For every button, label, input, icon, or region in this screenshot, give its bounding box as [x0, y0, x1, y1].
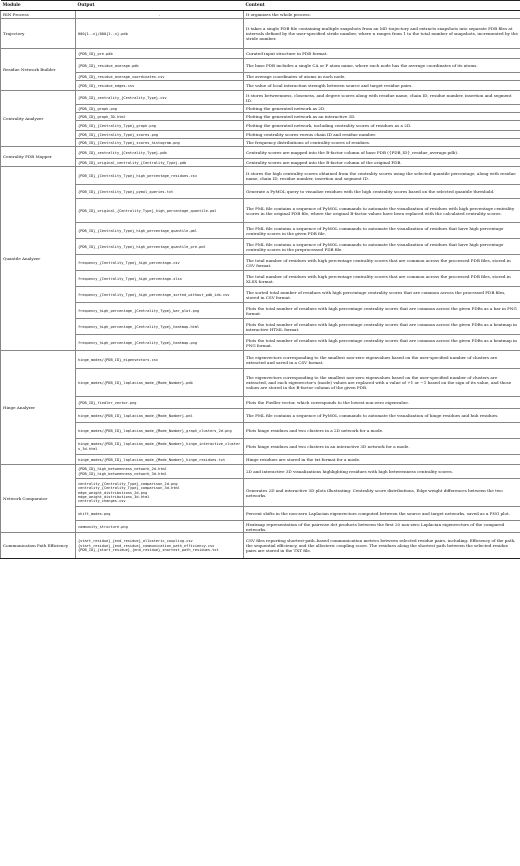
output-cell — [76, 533, 244, 559]
content-cell: The base PDB includes a single CA or P atom name, where each node has the average coordinates of its atoms. — [244, 59, 520, 73]
output-cell — [76, 303, 244, 319]
output-filename: frequency_high_percentage_{Centrality_Type}_bar_plot.png — [78, 308, 200, 313]
output-cell — [76, 507, 244, 521]
table-row — [1, 105, 520, 113]
content-cell: Centrality scores are mapped into the B-factor column of base PDB ({PDB_ID}_residue_average.pdb). — [244, 147, 520, 159]
content-cell: Generates 2D and interactive 3D plots illustrating: Centrality score distributions, Edge weight differences between the two networks. — [244, 479, 520, 507]
output-cell — [76, 351, 244, 369]
output-cell — [76, 73, 244, 81]
content-cell: Percent shifts in the non-zero Laplacian eigenvectors computed between the source and target networks, saved as a PNG plot. — [244, 507, 520, 521]
table-row — [1, 507, 520, 521]
table-row — [1, 121, 520, 131]
output-cell — [76, 287, 244, 303]
module-cell: Hinge Analyzer — [1, 351, 76, 465]
output-cell — [76, 335, 244, 351]
content-cell: CSV files reporting shortest-path–based communication metrics between selected residue pairs, including: Efficiency of the path, the sequential efficiency, and the allosteric coupling score. The residues along the shortest path between the selected residue pairs are stored in the TXT file. — [244, 533, 520, 559]
output-filename: {PDB_ID}_residue_average.pdb — [78, 63, 139, 68]
table-row — [1, 131, 520, 139]
output-filename: edge_weight_distributions_3d.html — [78, 494, 150, 499]
output-filename: {PDB_ID}_{Centrality_Type}_graph.png — [78, 123, 156, 128]
table-row — [1, 351, 520, 369]
content-cell: 2D and interactive 3D visualizations highlighting residues with high betweenness centrality scores. — [244, 465, 520, 479]
table-row — [1, 271, 520, 287]
output-filename: {PDB_ID}_{Centrality_Type}_high_percentage_quantile.pml — [78, 228, 197, 233]
output-filename: {PDB_ID}_pre.pdb — [78, 51, 113, 56]
content-cell: The PML file contains a sequence of PyMOL commands to automate the visualization of residues with high percentage centrality scores in the original PDB file, where the original B-factor values have been replaced with the calculated centrality scores. — [244, 199, 520, 223]
module-cell: Communication Path Efficiency — [1, 533, 76, 559]
output-filename: edge_weight_distributions_2d.png — [78, 490, 148, 495]
output-cell — [76, 239, 244, 255]
content-cell: The sorted total number of residues with high percentage centrality scores that are common across the processed PDB files, stored in CSV format. — [244, 287, 520, 303]
content-cell: Centrality scores are mapped into the B-factor column of the original PDB. — [244, 159, 520, 167]
content-cell: Hinge residues are stored in the txt format for a mode. — [244, 455, 520, 465]
output-filename: hinge_modes/{PDB_ID}_laplacian_mode_{Mode_Number}_hinge_residues.txt — [78, 457, 226, 462]
content-cell: Plots hinge residues and two clusters in an interactive 3D network for a mode. — [244, 439, 520, 455]
content-cell: Plotting centrality scores versus chain ID and residue number. — [244, 131, 520, 139]
content-cell: Heatmap representation of the pairwise dot products between the first 20 non-zero Laplacian eigenvectors of the compared networks. — [244, 521, 520, 533]
content-cell: The PML file contains a sequence of PyMOL commands to automate the visualization of hinge residues and hub residues. — [244, 409, 520, 423]
output-filename: centrality_{Centrality_Type}_comparison_3d.html — [78, 486, 180, 491]
table-row — [1, 479, 520, 507]
content-cell: Plots the Fiedler vector, which corresponds to the lowest non-zero eigenvalue. — [244, 397, 520, 409]
content-cell: The total number of residues with high percentage centrality scores that are common across the processed PDB files, stored in CSV format. — [244, 255, 520, 271]
output-filename: {PDB_ID}_{Centrality_Type}_high_percentage_residues.csv — [78, 173, 197, 178]
table-row — [1, 455, 520, 465]
table-row — [1, 147, 520, 159]
output-cell — [76, 147, 244, 159]
table-row — [1, 397, 520, 409]
table-row — [1, 335, 520, 351]
module-cell: Quantile Analyzer — [1, 167, 76, 351]
table-row — [1, 521, 520, 533]
output-filename: {PDB_ID}_centrality_{Centrality_Type}.csv — [78, 95, 167, 100]
output-filename: community_structure.png — [78, 524, 128, 529]
output-cell — [76, 479, 244, 507]
output-cell — [76, 439, 244, 455]
module-cell: Centrality PDB Mapper — [1, 147, 76, 167]
module-cell: Residue Network Builder — [1, 49, 76, 91]
table-row — [1, 287, 520, 303]
output-cell — [76, 159, 244, 167]
output-filename: {PDB_ID}_fiedler_vector.png — [78, 400, 137, 405]
output-filename: {PDB_ID}_residue_average_coordinates.csv — [78, 74, 165, 79]
content-cell: Generate a PyMOL query to visualize residues with the high centrality scores based on the selected quantile threshold. — [244, 185, 520, 199]
output-cell — [76, 113, 244, 121]
output-filename: {PDB_ID}_high_betweenness_network_3d.html — [78, 471, 167, 476]
content-cell: The PML file contains a sequence of PyMOL commands to automate the visualization of residues that have high percentage centrality scores in the given PDB file. — [244, 223, 520, 239]
output-filename: hinge_modes/{PDB_ID}_laplacian_mode_{Mode_Number}.pdb — [78, 380, 193, 385]
table-row — [1, 199, 520, 223]
table-row — [1, 159, 520, 167]
content-cell: Plots the total number of residues with high percentage centrality scores that are common across the given PDBs as a bar in PNG format. — [244, 303, 520, 319]
content-cell: The eigenvectors corresponding to the smallest non-zero eigenvalues based on the user-specified number of clusters are extracted, and each eigenvector's (mode) values are replaced with a value of +1 or −1 based on the sign of its value, and those values are stored in the B-factor column of the given PDB. — [244, 369, 520, 397]
table-row — [1, 303, 520, 319]
table-row — [1, 73, 520, 81]
output-cell — [76, 59, 244, 73]
content-cell: The eigenvectors corresponding to the smallest non-zero eigenvalues based on the user-specified number of clusters are extracted and saved in a CSV format. — [244, 351, 520, 369]
output-filename: {PDB_ID}_{start_residue}_{end_residue}_shortest_path_residues.txt — [78, 548, 219, 553]
content-cell: Plotting the generated network, including centrality scores of residues as a 2D. — [244, 121, 520, 131]
table-row — [1, 139, 520, 147]
table-row — [1, 81, 520, 91]
output-filename: {PDB_ID}_{Centrality_Type}_scores.png — [78, 132, 159, 137]
output-filename: {PDB_ID}_{Centrality_Type}_pymol_queries.txt — [78, 189, 174, 194]
table-row — [1, 319, 520, 335]
output-cell — [76, 223, 244, 239]
output-cell — [76, 319, 244, 335]
output-cell — [76, 81, 244, 91]
table-row — [1, 239, 520, 255]
output-cell — [76, 19, 244, 49]
output-cell — [76, 255, 244, 271]
output-filename: frequency_{Centrality_Type}_high_percentage_sorted_without_pdb_ids.csv — [78, 292, 230, 297]
output-cell — [76, 423, 244, 439]
content-cell: Plotting the generated network as an interactive 3D. — [244, 113, 520, 121]
output-cell — [76, 121, 244, 131]
table-row — [1, 49, 520, 59]
output-filename: hinge_modes/{PDB_ID}_laplacian_mode_{Mode_Number}_graph_clusters_2d.png — [78, 428, 232, 433]
output-cell — [76, 185, 244, 199]
output-cell — [76, 271, 244, 287]
table-row — [1, 11, 520, 19]
content-cell: The total number of residues with high percentage centrality scores that are common across the processed PDB files, stored in XLSX format. — [244, 271, 520, 287]
module-cell: Network Comparator — [1, 465, 76, 533]
content-cell: Plots hinge residues and two clusters in a 2D network for a mode. — [244, 423, 520, 439]
output-cell — [76, 131, 244, 139]
output-filename: {PDB_ID}_graph_3D.html — [78, 114, 126, 119]
table-row — [1, 223, 520, 239]
output-cell — [76, 455, 244, 465]
output-filename: frequency_high_percentage_{Centrality_Type}_heatmap.html — [78, 324, 200, 329]
output-filename: {PDB_ID}_centrality_{Centrality_Type}.pdb — [78, 150, 167, 155]
content-cell: Plots the total number of residues with high percentage centrality scores that are common across the given PDBs as a heatmap in PNG format. — [244, 335, 520, 351]
output-filename: {PDB_ID}_residue_edges.csv — [78, 83, 135, 88]
header-output: Output — [76, 1, 244, 11]
table-row — [1, 369, 520, 397]
header-content: Content — [244, 1, 520, 11]
content-cell: Curated input structure in PDB format. — [244, 49, 520, 59]
content-cell: It organizes the whole process. — [244, 11, 520, 19]
output-filename: {PDB_ID}_{Centrality_Type}_high_percentage_quantile_pre.pml — [78, 244, 206, 249]
output-filename: shift_modes.png — [78, 511, 111, 516]
content-cell: The PML file contains a sequence of PyMOL commands to automate the visualization of residues that have high percentage centrality scores in the preprocessed PDB file. — [244, 239, 520, 255]
output-cell — [76, 199, 244, 223]
header-module: Module — [1, 1, 76, 11]
output-cell — [76, 521, 244, 533]
output-filename: centrality_changes.csv — [78, 499, 126, 504]
table-body — [1, 11, 520, 559]
content-cell: It takes a single PDB file containing multiple snapshots from an MD trajectory and extracts snapshots into separate PDB files at intervals defined by the user-specified stride number, where n ranges from 1 to the total number of snapshots, incremented by the stride number. — [244, 19, 520, 49]
output-cell — [76, 465, 244, 479]
table-row — [1, 533, 520, 559]
output-cell — [76, 397, 244, 409]
table-row — [1, 439, 520, 455]
content-cell: The average coordinates of atoms in each node. — [244, 73, 520, 81]
output-filename: {PDB_ID}_original_{Centrality_Type}_high_percentage_quantile.pml — [78, 208, 217, 213]
output-filename: hinge_modes/{PDB_ID}_eigenvectors.csv — [78, 357, 159, 362]
content-cell: Plots the total number of residues with high percentage centrality scores that are common across the given PDBs as a heatmap in interactive HTML format. — [244, 319, 520, 335]
content-cell: The value of local interaction strength between source and target residue pairs. — [244, 81, 520, 91]
output-cell — [76, 91, 244, 105]
output-filename: 000{1--n}/000{1--n}.pdb — [78, 31, 128, 36]
table-row — [1, 167, 520, 185]
output-filename: hinge_modes/{PDB_ID}_laplacian_mode_{Mode_Number}.pml — [78, 413, 193, 418]
module-cell: Trajectory — [1, 19, 76, 49]
module-cell: Centrality Analyzer — [1, 91, 76, 147]
output-filename: {PDB_ID}_original_centrality_{Centrality_Type}.pdb — [78, 160, 187, 165]
table-row — [1, 465, 520, 479]
output-filename: {PDB_ID}_{Centrality_Type}_scores_histogram.png — [78, 140, 180, 145]
table-row — [1, 423, 520, 439]
output-cell — [76, 369, 244, 397]
output-cell — [76, 11, 244, 19]
table-row — [1, 409, 520, 423]
output-cell — [76, 139, 244, 147]
output-cell — [76, 49, 244, 59]
content-cell: Plotting the generated network as 2D. — [244, 105, 520, 113]
output-cell — [76, 409, 244, 423]
table-row — [1, 59, 520, 73]
table-row — [1, 91, 520, 105]
output-filename: centrality_{Centrality_Type}_comparison_2d.png — [78, 481, 178, 486]
output-filename: {start_residue}_{end_residue}_communication_path_efficiency.csv — [78, 543, 215, 548]
module-cell: RIN Process — [1, 11, 76, 19]
output-filename: frequency_high_percentage_{Centrality_Type}_heatmap.png — [78, 340, 197, 345]
table-row — [1, 255, 520, 271]
table-row — [1, 19, 520, 49]
output-filename: - — [158, 12, 161, 17]
content-cell: It stores betweenness, closeness, and degree scores along with residue name, chain ID, residue number, insertion and segment ID. — [244, 91, 520, 105]
header-row — [1, 1, 520, 11]
output-filename: {PDB_ID}_graph.png — [78, 106, 117, 111]
output-cell — [76, 105, 244, 113]
output-filename: frequency_{Centrality_Type}_high_percentage.xlsx — [78, 276, 182, 281]
output-filename: frequency_{Centrality_Type}_high_percentage.csv — [78, 260, 180, 265]
output-filename: {start_residue}_{end_residue}_allosteric_coupling.csv — [78, 539, 193, 544]
output-cell — [76, 167, 244, 185]
content-cell: It stores the high centrality scores obtained from the centrality scores using the selected quantile percentage, along with residue name, chain ID, residue number, insertion and segment ID. — [244, 167, 520, 185]
output-filename: hinge_modes/{PDB_ID}_laplacian_mode_{Mode_Number}_hinge_interactive_clusters_3d.html — [78, 442, 241, 451]
table-row — [1, 185, 520, 199]
table-row — [1, 113, 520, 121]
output-filename: {PDB_ID}_high_betweenness_network_2d.html — [78, 467, 167, 472]
content-cell: The frequency distributions of centrality scores of residues. — [244, 139, 520, 147]
